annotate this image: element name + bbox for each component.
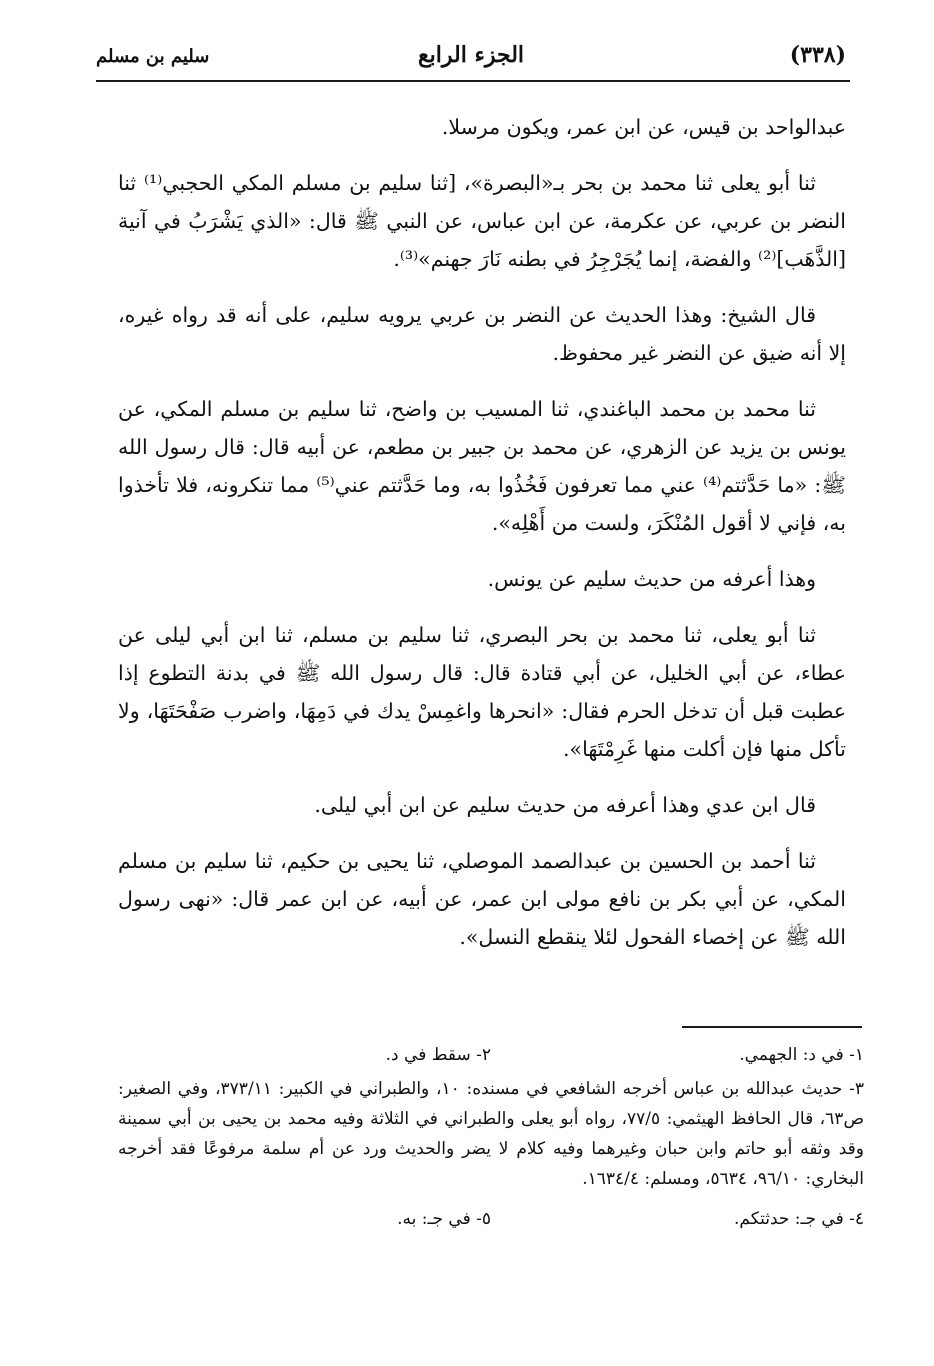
- page-number: (٣٣٨): [789, 42, 846, 68]
- volume-title: الجزء الرابع: [417, 42, 525, 68]
- header-divider: [96, 80, 850, 82]
- paragraph-6: ثنا أبو يعلى، ثنا محمد بن بحر البصري، ثنا سليم بن مسلم، ثنا ابن أبي ليلى عن عطاء، عن أبي الخليل، عن أبي قتادة قال: قال رسول الله ﷺ في بدنة التطوع إذا عطبت قبل أن تدخل الحرم فقال: «انحرها واغمِسْ يدك في دَمِهَا، واضرب صَفْحَتَهَا، ولا تأكل منها فإن أكلت منها غَرِمْتَهَا».: [118, 623, 846, 761]
- footnote-3: ٣- حديث عبدالله بن عباس أخرجه الشافعي في مسنده: ١٠، والطبراني في الكبير: ٣٧٣/١١، وفي الصغير: ص٦٣، قال الحافظ الهيثمي: ٧٧/٥، رواه أبو يعلى والطبراني في الثلاثة وفيه محمد بن يحيى بن أبي سمينة وقد وثقه أبو حاتم وابن حبان وغيرهما وفيه كلام لا يضر والحديث ورد عن أم سلمة مرفوعًا فقد أخرجه البخاري: ٩٦/١٠، ٥٦٣٤، ومسلم: ١٦٣٤/٤.: [118, 1079, 864, 1189]
- paragraph-4: ثنا محمد بن محمد الباغندي، ثنا المسيب بن واضح، ثنا سليم بن مسلم المكي، عن يونس بن يزيد عن الزهري، عن محمد بن جبير بن مطعم، عن أبيه قال: قال رسول الله ﷺ: «ما حَدَّثتم⁽⁴⁾ عني مما تعرفون فَخُذُوا به، وما حَدَّثتم عني⁽⁵⁾ مما تنكرونه، فلا تأخذوا به، فإني لا أقول المُنْكَرَ، ولست من أَهْلِه».: [118, 397, 846, 535]
- paragraph-8: ثنا أحمد بن الحسين بن عبدالصمد الموصلي، ثنا يحيى بن حكيم، ثنا سليم بن مسلم المكي، عن أبي بكر بن نافع مولى ابن عمر، عن أبيه، عن ابن عمر قال: «نهى رسول الله ﷺ عن إخصاء الفحول لئلا ينقطع النسل».: [118, 849, 846, 949]
- footnote-2: ٢- سقط في د.: [385, 1045, 491, 1065]
- footnotes: [118, 1040, 864, 1234]
- paragraph-5: وهذا أعرفه من حديث سليم عن يونس.: [487, 567, 816, 591]
- footnote-row-1: [118, 1040, 864, 1070]
- paragraph-7: قال ابن عدي وهذا أعرفه من حديث سليم عن ابن أبي ليلى.: [314, 793, 816, 817]
- main-text: [118, 108, 846, 974]
- running-title: سليم بن مسلم: [96, 46, 210, 67]
- footnote-5: ٥- في جـ: به.: [397, 1209, 491, 1229]
- paragraph-3: قال الشيخ: وهذا الحديث عن النضر بن عربي يرويه سليم، على أنه قد رواه غيره، إلا أنه ضيق عن النضر غير محفوظ.: [118, 303, 846, 365]
- footnote-4: ٤- في جـ: حدثتكم.: [733, 1209, 864, 1229]
- footnote-divider: [682, 1026, 862, 1028]
- paragraph-1: عبدالواحد بن قيس، عن ابن عمر، ويكون مرسلا.: [441, 115, 846, 139]
- paragraph-2: ثنا أبو يعلى ثنا محمد بن بحر بـ«البصرة»، [ثنا سليم بن مسلم المكي الحجبي⁽¹⁾ ثنا النضر بن عربي، عن عكرمة، عن ابن عباس، عن النبي ﷺ قال: «الذي يَشْرَبُ في آنية [الذَّهَب]⁽²⁾ والفضة، إنما يُجَرْجِرُ في بطنه نَارَ جهنم»⁽³⁾.: [118, 171, 846, 271]
- page-header: [96, 38, 846, 76]
- footnote-1: ١- في د: الجهمي.: [739, 1045, 864, 1065]
- footnote-row-2: [118, 1204, 864, 1234]
